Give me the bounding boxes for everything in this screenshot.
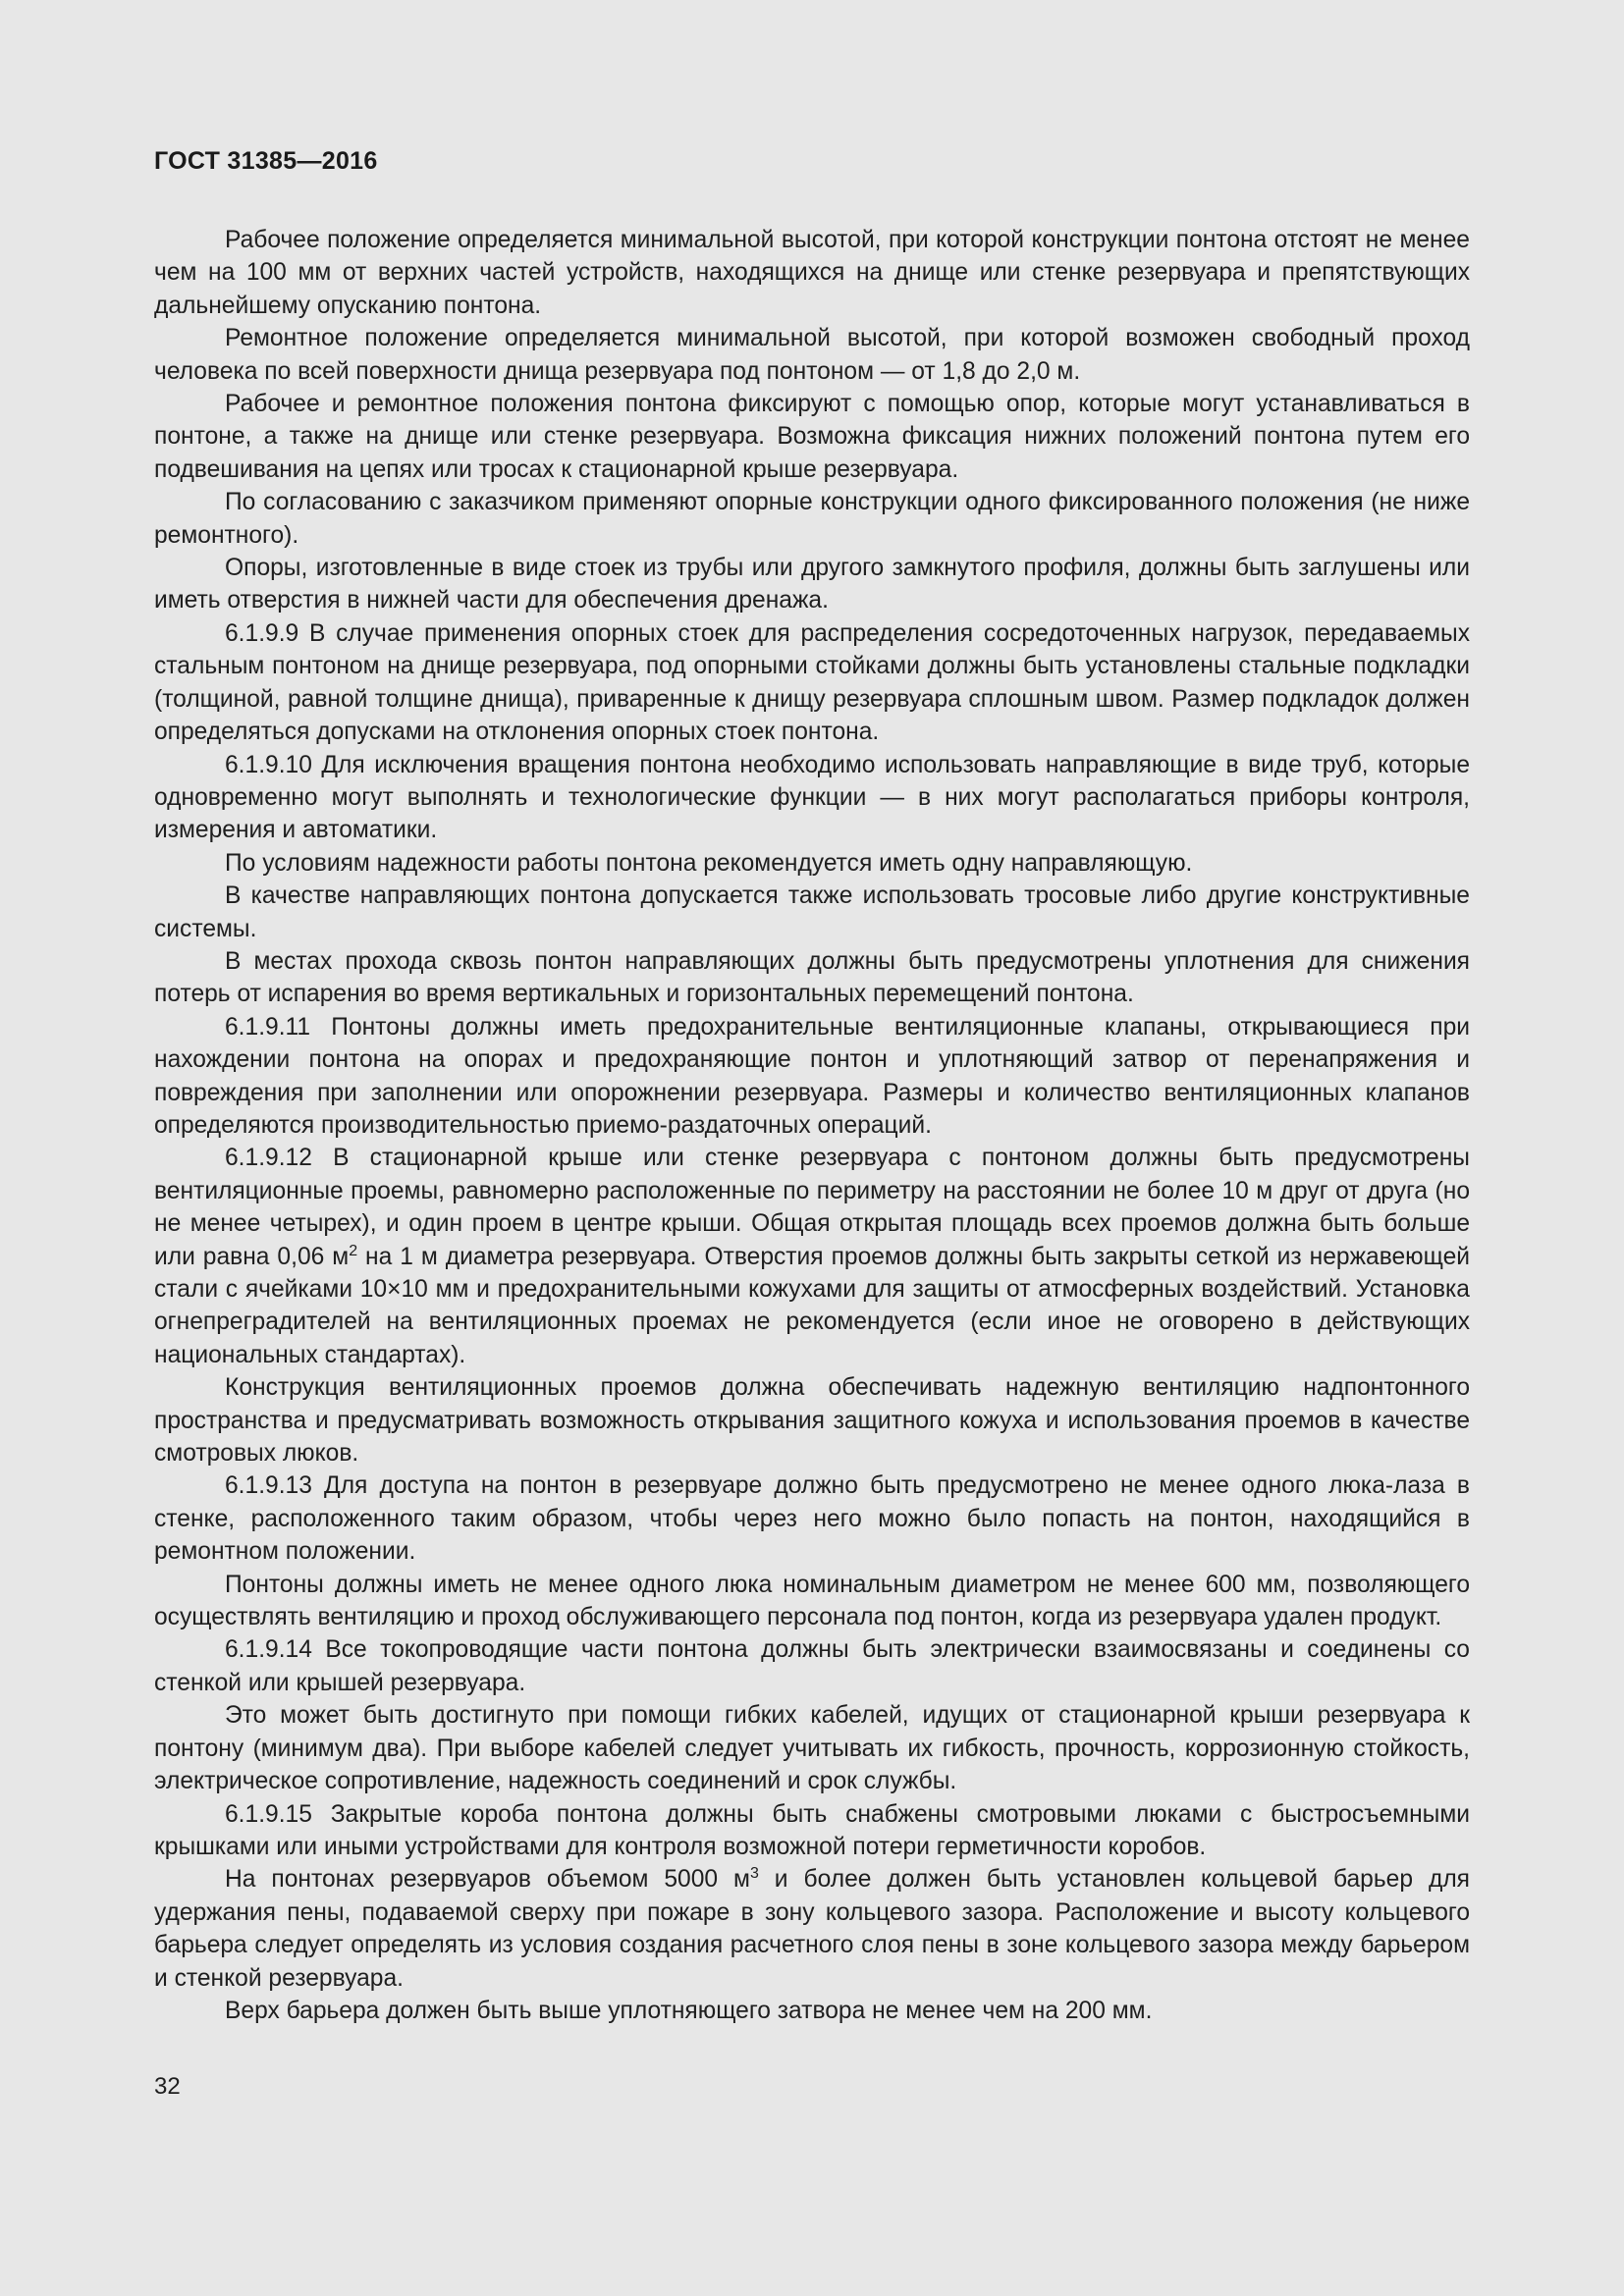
- paragraph: Ремонтное положение определяется минимальной высотой, при которой возможен свободный проход человека по всей поверхности днища резервуара под понтоном — от 1,8 до 2,0 м.: [154, 325, 1470, 385]
- paragraph: 6.1.9.14 Все токопроводящие части понтона должны быть электрически взаимосвязаны и соединены со стенкой или крышей резервуара.: [154, 1636, 1470, 1696]
- paragraph: Опоры, изготовленные в виде стоек из трубы или другого замкнутого профиля, должны быть заглушены или иметь отверстия в нижней части для обеспечения дренажа.: [154, 555, 1470, 614]
- paragraph: В местах прохода сквозь понтон направляющих должны быть предусмотрены уплотнения для снижения потерь от испарения во время вертикальных и горизонтальных перемещений понтона.: [154, 947, 1470, 1008]
- paragraph: [154, 1863, 1470, 1995]
- paragraph: Это может быть достигнуто при помощи гибких кабелей, идущих от стационарной крыши резервуара к понтону (минимум два). При выборе кабелей следует учитывать их гибкость, прочность, коррозионную стойкость, электрическое сопротивление, надежность соединений и срок службы.: [154, 1702, 1470, 1795]
- paragraph: Верх барьера должен быть выше уплотняющего затвора не менее чем на 200 мм.: [225, 1997, 1153, 2024]
- paragraph-text: На понтонах резервуаров объемом 5000 м: [225, 1866, 750, 1894]
- paragraph: 6.1.9.10 Для исключения вращения понтона необходимо использовать направляющие в виде труб, которые одновременно могут выполнять и технологические функции — в них могут располагаться приборы контроля, измерения и автоматики.: [154, 751, 1470, 844]
- paragraph: [154, 1142, 1470, 1371]
- paragraph: Рабочее положение определяется минимальной высотой, при которой конструкции понтона отстоят не менее чем на 100 мм от верхних частей устройств, находящихся на днище или стенке резервуара и препятствующих дальнейшему опусканию понтона.: [154, 227, 1470, 319]
- paragraph-text: на 1 м диаметра резервуара. Отверстия проемов должны быть закрыты сеткой из нержавеющей стали с ячейками 10×10 мм и предохранительными кожухами для защиты от атмосферных воздействий. Установка огнепреградителей на вентиляционных проемах не рекомендуется (если иное не оговорено в действующих национальных стандартах).: [154, 1243, 1471, 1368]
- paragraph: Понтоны должны иметь не менее одного люка номинальным диаметром не менее 600 мм, позволяющего осуществлять вентиляцию и проход обслуживающего персонала под понтон, когда из резервуара удален продукт.: [154, 1571, 1470, 1631]
- paragraph-text: и более должен быть установлен кольцевой барьер для удержания пены, подаваемой сверху при пожаре в зону кольцевого зазора. Расположение и высоту кольцевого барьера следует определять из условия создания расчетного слоя пены в зоне кольцевого зазора между барьером и стенкой резервуара.: [154, 1866, 1470, 1992]
- paragraph-text: 6.1.9.12 В стационарной крыше или стенке резервуара с понтоном должны быть предусмотрены вентиляционные проемы, равномерно расположенные по периметру на расстоянии не более 10 м друг от друга (но не менее четырех), и один проем в центре крыши. Общая открытая площадь всех проемов должна быть больше или равна 0,06 м: [154, 1145, 1470, 1270]
- paragraph: Рабочее и ремонтное положения понтона фиксируют с помощью опор, которые могут устанавливаться в понтоне, а также на днище или стенке резервуара. Возможна фиксация нижних положений понтона путем его подвешивания на цепях или тросах к стационарной крыше резервуара.: [154, 391, 1470, 483]
- document-header: ГОСТ 31385—2016: [154, 147, 378, 175]
- paragraph: Конструкция вентиляционных проемов должна обеспечивать надежную вентиляцию надпонтонного пространства и предусматривать возможность открывания защитного кожуха и использования проемов в качестве смотровых люков.: [154, 1374, 1470, 1468]
- paragraph: По согласованию с заказчиком применяют опорные конструкции одного фиксированного положения (не ниже ремонтного).: [154, 489, 1470, 549]
- document-body: [154, 224, 1470, 2027]
- paragraph: В качестве направляющих понтона допускается также использовать тросовые либо другие конструктивные системы.: [154, 882, 1470, 942]
- page-number: 32: [154, 2073, 181, 2100]
- paragraph: 6.1.9.15 Закрытые короба понтона должны быть снабжены смотровыми люками с быстросъемными крышками или иными устройствами для контроля возможной потери герметичности коробов.: [154, 1800, 1470, 1860]
- paragraph: 6.1.9.13 Для доступа на понтон в резервуаре должно быть предусмотрено не менее одного люка-лаза в стенке, расположенного таким образом, чтобы через него можно было попасть на понтон, находящийся в ремонтном положении.: [154, 1472, 1470, 1566]
- paragraph: 6.1.9.11 Понтоны должны иметь предохранительные вентиляционные клапаны, открывающиеся при нахождении понтона на опорах и предохраняющие понтон и уплотняющий затвор от перенапряжения и повреждения при заполнении или опорожнении резервуара. Размеры и количество вентиляционных клапанов определяются производительностью приемо-раздаточных операций.: [154, 1013, 1470, 1139]
- superscript: 3: [749, 1865, 759, 1883]
- paragraph: По условиям надежности работы понтона рекомендуется иметь одну направляющую.: [225, 849, 1193, 877]
- paragraph: 6.1.9.9 В случае применения опорных стоек для распределения сосредоточенных нагрузок, передаваемых стальным понтоном на днище резервуара, под опорными стойками должны быть установлены стальные подкладки (толщиной, равной толщине днища), приваренные к днищу резервуара сплошным швом. Размер подкладок должен определяться допусками на отклонения опорных стоек понтона.: [154, 619, 1470, 746]
- superscript: 2: [349, 1242, 358, 1259]
